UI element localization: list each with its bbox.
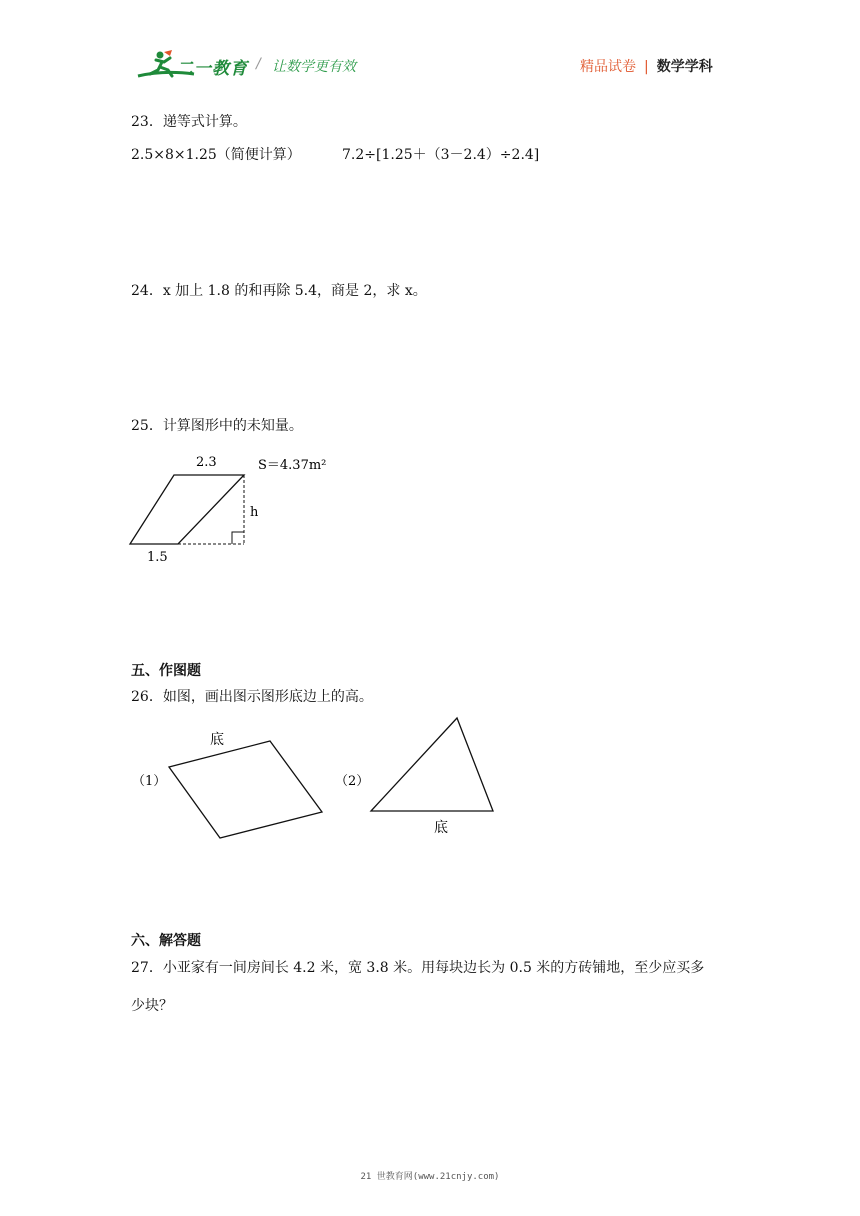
q23-expr1: 2.5×8×1.25（简便计算） xyxy=(131,147,301,163)
height-label: h xyxy=(250,505,259,520)
tag-subject: 数学学科 xyxy=(656,59,713,75)
q27-line1: 27．小亚家有一间房间长 4.2 米，宽 3.8 米。用每块边长为 0.5 米的方砖铺地，至少应买多 xyxy=(131,960,705,976)
top-side-label: 2.3 xyxy=(196,455,217,470)
section-6-heading: 六、解答题 xyxy=(131,933,201,949)
right-angle-mark xyxy=(232,532,244,544)
q24-title: 24．x 加上 1.8 的和再除 5.4，商是 2，求 x。 xyxy=(131,283,427,299)
q23-title: 23．递等式计算。 xyxy=(131,114,247,130)
page-footer: 21 世教育网(www.21cnjy.com) xyxy=(360,1172,500,1182)
parallelogram-outline xyxy=(130,475,244,544)
q26-title: 26．如图，画出图示图形底边上的高。 xyxy=(131,689,373,705)
q25-title: 25．计算图形中的未知量。 xyxy=(131,418,303,434)
fig2-base-label: 底 xyxy=(434,820,448,836)
fig1-label: （1） xyxy=(132,774,167,789)
q27-line2: 少块？ xyxy=(131,998,173,1014)
brand-name: 二一教育 xyxy=(176,59,248,79)
tag-separator: | xyxy=(644,59,649,75)
q25-parallelogram-figure xyxy=(120,448,350,570)
slogan: 让数学更有效 xyxy=(272,59,356,75)
fig2-triangle xyxy=(371,718,493,811)
header-tags xyxy=(580,56,713,76)
q26-figures xyxy=(124,710,524,845)
section-5-heading: 五、作图题 xyxy=(131,663,201,679)
tag-premium: 精品试卷 xyxy=(580,59,636,75)
bottom-side-label: 1.5 xyxy=(147,550,168,565)
fig1-parallelogram xyxy=(169,741,322,838)
fig1-base-label: 底 xyxy=(210,732,224,748)
area-label: S＝4.37m² xyxy=(258,458,327,473)
fig2-label: （2） xyxy=(335,774,370,789)
slogan-separator: / xyxy=(256,56,261,72)
q23-expr2: 7.2÷[1.25＋（3－2.4）÷2.4] xyxy=(342,147,540,163)
